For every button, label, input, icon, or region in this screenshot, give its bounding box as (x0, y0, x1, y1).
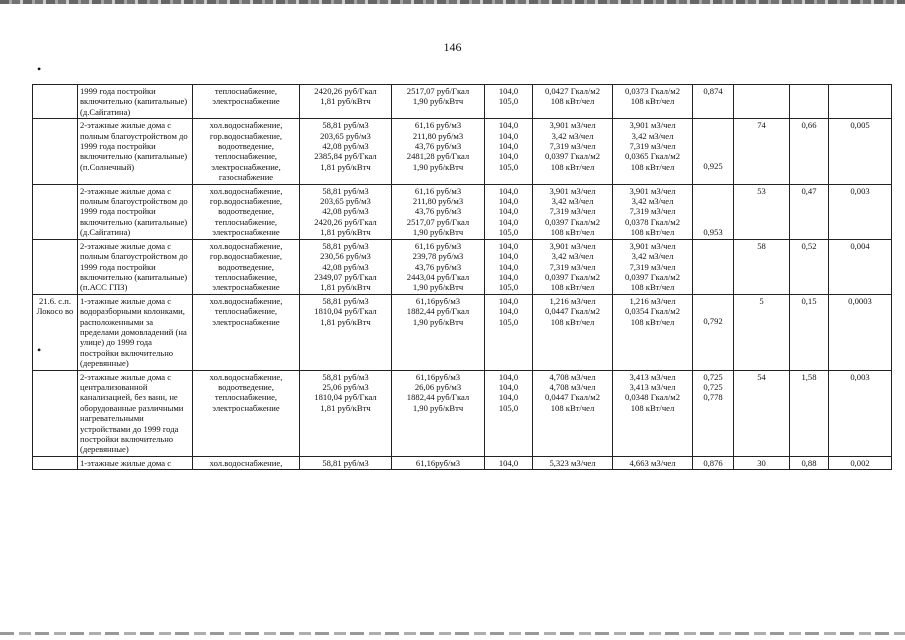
price2-line: 2517,07 руб/Гкал (406, 216, 470, 227)
e3-cell (829, 85, 892, 119)
services-cell (193, 456, 300, 469)
norm1-line: 4,708 м3/чел (549, 381, 596, 392)
coefficient-cell (693, 456, 734, 469)
table-row (33, 239, 892, 294)
price1-line: 203,65 руб/м3 (320, 130, 371, 141)
norm1-line: 1,216 м3/чел (549, 295, 596, 306)
price1-cell (300, 119, 392, 184)
table-row (33, 370, 892, 456)
price1-line: 1810,04 руб/Гкал (314, 306, 377, 317)
norm1-cell (533, 239, 613, 294)
norm2-cell (613, 85, 693, 119)
norm2-line: 0,0378 Гкал/м2 (624, 216, 681, 227)
price1-line: 2420,26 руб/Гкал (314, 86, 377, 96)
scan-dot: • (37, 343, 42, 357)
e1-cell (734, 184, 790, 239)
e1-cell (734, 85, 790, 119)
price2-line: 2481,28 руб/Гкал (406, 151, 470, 162)
services-line: газоснабжение (218, 172, 274, 183)
index-line: 104,0 (498, 251, 519, 262)
e1-value: 58 (757, 240, 766, 251)
e1-cell (734, 456, 790, 469)
price1-line: 42,08 руб/м3 (322, 141, 369, 152)
coefficient-cell (693, 85, 734, 119)
index-line: 104,0 (498, 381, 519, 392)
norm2-line: 108 кВт/чел (630, 282, 675, 293)
price2-line: 1882,44 руб/Гкал (406, 306, 470, 317)
norm1-line: 0,0447 Гкал/м2 (544, 306, 601, 317)
services-cell (193, 184, 300, 239)
row-number-cell (33, 184, 78, 239)
index-line: 104,0 (498, 457, 519, 468)
price2-line: 1,90 руб/кВтч (412, 161, 464, 172)
price1-line: 1,81 руб/кВтч (320, 227, 371, 238)
norm1-line: 7,319 м3/чел (549, 141, 596, 152)
price2-line: 1,90 руб/кВтч (412, 227, 464, 238)
coefficient: 0,876 (703, 457, 723, 468)
price1-line: 58,81 руб/м3 (322, 295, 369, 306)
e3-value: 0,003 (850, 185, 870, 196)
norm1-line: 0,0447 Гкал/м2 (544, 392, 601, 403)
coefficient: 0,874 (703, 86, 723, 96)
norm2-line: 3,901 м3/чел (629, 185, 676, 196)
row-number-cell (33, 85, 78, 119)
index-line: 104,0 (498, 130, 519, 141)
index-line: 104,0 (498, 141, 519, 152)
services-line: гор.водоснабжение, (209, 130, 283, 141)
price2-line: 61,16руб/м3 (415, 295, 461, 306)
norm1-cell (533, 85, 613, 119)
norm2-cell (613, 119, 693, 184)
coefficient: 0,725 0,725 0,778 (703, 371, 723, 403)
services-cell (193, 370, 300, 456)
index-line: 104,0 (498, 86, 519, 96)
price2-cell (392, 184, 485, 239)
services-line: электроснабжение (212, 96, 280, 107)
price1-line: 1810,04 руб/Гкал (314, 392, 377, 403)
index-line: 105,0 (498, 282, 519, 293)
index-line: 105,0 (498, 161, 519, 172)
index-line: 104,0 (498, 206, 519, 217)
index-line: 105,0 (498, 316, 519, 327)
services-line: хол.водоснабжение, (209, 185, 283, 196)
coefficient-spacer (695, 186, 731, 227)
coefficient-cell (693, 184, 734, 239)
services-line: электроснабжение (212, 402, 280, 413)
page-number: 146 (443, 40, 462, 54)
index-line: 104,0 (498, 261, 519, 272)
norm2-line: 108 кВт/чел (630, 402, 675, 413)
services-cell (193, 294, 300, 370)
index-line: 104,0 (498, 240, 519, 251)
index-cell (485, 184, 533, 239)
price2-line: 1,90 руб/кВтч (412, 282, 464, 293)
price1-line: 1,81 руб/кВтч (320, 282, 371, 293)
price2-cell (392, 119, 485, 184)
price2-line: 61,16 руб/м3 (414, 120, 462, 131)
index-line: 104,0 (498, 151, 519, 162)
services-line: водоотведение, (218, 381, 274, 392)
price1-cell (300, 294, 392, 370)
e1-value: 54 (757, 371, 766, 382)
index-cell (485, 239, 533, 294)
norm1-line: 0,0397 Гкал/м2 (544, 151, 601, 162)
price2-line: 61,16 руб/м3 (414, 185, 462, 196)
e3-cell (829, 184, 892, 239)
norm2-line: 108 кВт/чел (630, 161, 675, 172)
row-number-cell (33, 119, 78, 184)
index-line: 104,0 (498, 306, 519, 317)
norm1-line: 7,319 м3/чел (549, 261, 596, 272)
coefficient-cell (693, 294, 734, 370)
price2-line: 43,76 руб/м3 (414, 206, 462, 217)
services-cell (193, 119, 300, 184)
services-line: водоотведение, (218, 141, 274, 152)
norm2-cell (613, 370, 693, 456)
row-number: 21.6. с.п. Локосо во (36, 295, 74, 317)
price2-line: 211,80 руб/м3 (412, 130, 464, 141)
norm2-line: 3,901 м3/чел (629, 120, 676, 131)
norm1-line: 108 кВт/чел (550, 96, 595, 107)
index-line: 104,0 (498, 185, 519, 196)
row-number-cell (33, 294, 78, 370)
services-line: теплоснабжение, (214, 306, 278, 317)
price1-cell (300, 370, 392, 456)
price2-line: 43,76 руб/м3 (414, 261, 462, 272)
building-type-cell (78, 85, 193, 119)
price1-line: 1,81 руб/кВтч (320, 161, 371, 172)
price1-cell (300, 239, 392, 294)
table-row (33, 294, 892, 370)
table-row (33, 119, 892, 184)
price1-line: 42,08 руб/м3 (322, 261, 369, 272)
table-row (33, 456, 892, 469)
price2-line: 1882,44 руб/Гкал (406, 392, 470, 403)
building-type: 2-этажные жилые дома с централизованной канализацией, без ванн, не оборудованные различными нагревательными устройствами до 1999 года постройки включительно (деревянные) (80, 371, 184, 455)
norm1-cell (533, 119, 613, 184)
e2-value: 1,58 (801, 371, 817, 382)
index-line: 104,0 (498, 295, 519, 306)
price1-line: 58,81 руб/м3 (322, 185, 369, 196)
building-type-cell (78, 456, 193, 469)
coefficient-spacer (695, 296, 731, 316)
index-line: 104,0 (498, 392, 519, 403)
norm2-line: 0,0354 Гкал/м2 (624, 306, 681, 317)
price1-line: 2349,07 руб/Гкал (314, 271, 377, 282)
coefficient-cell (693, 370, 734, 456)
price1-line: 1,81 руб/кВтч (320, 402, 371, 413)
norm1-cell (533, 456, 613, 469)
building-type-cell (78, 184, 193, 239)
index-cell (485, 85, 533, 119)
e1-value: 74 (757, 120, 766, 131)
e3-cell (829, 119, 892, 184)
services-line: хол.водоснабжение, (209, 240, 283, 251)
e2-cell (790, 370, 829, 456)
services-line: гор.водоснабжение, (209, 251, 283, 262)
norm2-line: 4,663 м3/чел (629, 457, 676, 468)
price2-cell (392, 370, 485, 456)
e2-cell (790, 456, 829, 469)
index-cell (485, 294, 533, 370)
coefficient-cell (693, 239, 734, 294)
coefficient-cell (693, 119, 734, 184)
services-line: теплоснабжение, (214, 392, 278, 403)
e3-value: 0,004 (850, 240, 870, 251)
price2-cell (392, 85, 485, 119)
services-line: водоотведение, (218, 261, 274, 272)
price1-line: 58,81 руб/м3 (322, 240, 369, 251)
norm2-line: 3,42 м3/чел (631, 251, 674, 262)
building-type: 1-этажные жилые дома с (80, 457, 172, 468)
e3-cell (829, 456, 892, 469)
norm2-line: 3,413 м3/чел (629, 371, 676, 382)
services-cell (193, 239, 300, 294)
price2-line: 2517,07 руб/Гкал (406, 86, 470, 96)
norm2-line: 1,216 м3/чел (629, 295, 676, 306)
services-line: хол.водоснабжение, (209, 120, 283, 131)
norm2-cell (613, 184, 693, 239)
services-line: теплоснабжение, (214, 86, 278, 96)
price1-line: 230,56 руб/м3 (320, 251, 371, 262)
norm2-line: 7,319 м3/чел (629, 141, 676, 152)
norm2-line: 0,0373 Гкал/м2 (624, 86, 681, 96)
e1-cell (734, 370, 790, 456)
norm2-cell (613, 239, 693, 294)
norm1-line: 3,42 м3/чел (551, 251, 594, 262)
building-type-cell (78, 370, 193, 456)
norm2-line: 3,413 м3/чел (629, 381, 676, 392)
norm1-line: 3,42 м3/чел (551, 130, 594, 141)
price1-line: 58,81 руб/м3 (322, 457, 369, 468)
norm1-line: 0,0427 Гкал/м2 (544, 86, 601, 96)
e3-cell (829, 239, 892, 294)
price2-line: 61,16 руб/м3 (414, 240, 462, 251)
norm2-line: 3,42 м3/чел (631, 196, 674, 207)
e2-value: 0,88 (801, 457, 817, 468)
norm1-cell (533, 184, 613, 239)
norm1-line: 5,323 м3/чел (549, 457, 596, 468)
table-row (33, 85, 892, 119)
building-type: 2-этажные жилые дома с полным благоустройством до 1999 года постройки включительно (капитальные) (п.АСС ГПЗ) (80, 240, 188, 293)
e3-value: 0,003 (850, 371, 870, 382)
e2-cell (790, 184, 829, 239)
price2-cell (392, 239, 485, 294)
norm2-line: 108 кВт/чел (630, 227, 675, 238)
index-line: 105,0 (498, 402, 519, 413)
table-row (33, 184, 892, 239)
norm1-line: 4,708 м3/чел (549, 371, 596, 382)
norm2-line: 3,42 м3/чел (631, 130, 674, 141)
building-type: 1999 года постройки включительно (капитальные) (д.Сайгатина) (80, 86, 188, 117)
norm1-line: 0,0397 Гкал/м2 (544, 216, 601, 227)
services-line: хол.водоснабжение, (209, 457, 283, 468)
services-line: хол.водоснабжение, (209, 371, 283, 382)
price1-cell (300, 85, 392, 119)
norm1-line: 108 кВт/чел (550, 316, 595, 327)
norm1-line: 108 кВт/чел (550, 402, 595, 413)
e2-cell (790, 294, 829, 370)
scan-top-edge (0, 0, 905, 4)
services-line: теплоснабжение, (214, 151, 278, 162)
norm1-line: 108 кВт/чел (550, 161, 595, 172)
e1-cell (734, 119, 790, 184)
services-line: водоотведение, (218, 206, 274, 217)
price2-line: 26,06 руб/м3 (414, 381, 462, 392)
e3-cell (829, 294, 892, 370)
norm2-line: 0,0397 Гкал/м2 (624, 271, 681, 282)
e3-cell (829, 370, 892, 456)
norm2-line: 3,901 м3/чел (629, 240, 676, 251)
row-number-cell (33, 239, 78, 294)
norm1-line: 0,0397 Гкал/м2 (544, 271, 601, 282)
e2-cell (790, 119, 829, 184)
norm2-line: 108 кВт/чел (630, 316, 675, 327)
row-number-cell (33, 456, 78, 469)
index-line: 104,0 (498, 196, 519, 207)
e3-value: 0,0003 (848, 295, 872, 306)
e2-value: 0,15 (801, 295, 817, 306)
index-line: 104,0 (498, 216, 519, 227)
norm1-line: 3,901 м3/чел (549, 240, 596, 251)
price2-line: 61,16руб/м3 (415, 371, 461, 382)
norm2-cell (613, 294, 693, 370)
index-line: 104,0 (498, 120, 519, 131)
building-type-cell (78, 119, 193, 184)
price1-line: 42,08 руб/м3 (322, 206, 369, 217)
price1-line: 203,65 руб/м3 (320, 196, 371, 207)
e3-value: 0,005 (850, 120, 870, 131)
e2-value: 0,66 (801, 120, 817, 131)
e1-value: 5 (759, 295, 764, 306)
norm1-line: 7,319 м3/чел (549, 206, 596, 217)
price1-line: 1,81 руб/кВтч (320, 96, 371, 107)
building-type: 2-этажные жилые дома с полным благоустройством до 1999 года постройки включительно (капитальные) (п.Солнечный) (80, 120, 188, 172)
index-line: 105,0 (498, 96, 519, 107)
e2-cell (790, 239, 829, 294)
services-line: электроснабжение (212, 316, 280, 327)
services-line: электроснабжение, (211, 161, 281, 172)
price1-line: 2420,26 руб/Гкал (314, 216, 377, 227)
price2-cell (392, 294, 485, 370)
coefficient: 0,792 (703, 315, 723, 326)
scan-dot: • (37, 62, 42, 76)
price1-line: 2385,84 руб/Гкал (314, 151, 377, 162)
e3-value: 0,002 (850, 457, 870, 468)
services-line: хол.водоснабжение, (209, 295, 283, 306)
price1-cell (300, 456, 392, 469)
norm1-line: 108 кВт/чел (550, 227, 595, 238)
norm1-cell (533, 370, 613, 456)
price2-line: 1,90 руб/кВтч (412, 96, 464, 107)
building-type-cell (78, 239, 193, 294)
price2-line: 61,16руб/м3 (415, 457, 461, 468)
e2-value: 0,52 (801, 240, 817, 251)
index-line: 104,0 (498, 371, 519, 382)
coefficient-spacer (695, 120, 731, 161)
e1-cell (734, 294, 790, 370)
tariff-table (32, 84, 892, 470)
norm1-line: 3,901 м3/чел (549, 120, 596, 131)
e1-cell (734, 239, 790, 294)
norm1-line: 108 кВт/чел (550, 282, 595, 293)
index-line: 104,0 (498, 271, 519, 282)
norm2-line: 7,319 м3/чел (629, 206, 676, 217)
price2-line: 1,90 руб/кВтч (412, 316, 464, 327)
services-line: электроснабжение (212, 227, 280, 238)
coefficient: 0,925 (703, 161, 723, 172)
price2-line: 211,80 руб/м3 (412, 196, 464, 207)
price2-cell (392, 456, 485, 469)
scan-bottom-edge (0, 632, 905, 635)
index-cell (485, 370, 533, 456)
services-line: теплоснабжение, (214, 271, 278, 282)
price1-line: 58,81 руб/м3 (322, 371, 369, 382)
services-line: гор.водоснабжение, (209, 196, 283, 207)
row-number-cell (33, 370, 78, 456)
coefficient: 0,953 (703, 226, 723, 237)
norm2-cell (613, 456, 693, 469)
price1-cell (300, 184, 392, 239)
services-cell (193, 85, 300, 119)
building-type: 2-этажные жилые дома с полным благоустройством до 1999 года постройки включительно (капитальные) (д.Сайгатина) (80, 185, 188, 238)
services-line: теплоснабжение, (214, 216, 278, 227)
services-line: электроснабжение (212, 282, 280, 293)
norm1-line: 3,42 м3/чел (551, 196, 594, 207)
index-cell (485, 456, 533, 469)
price2-line: 2443,04 руб/Гкал (406, 271, 470, 282)
price2-line: 239,78 руб/м3 (412, 251, 464, 262)
norm2-line: 0,0365 Гкал/м2 (624, 151, 681, 162)
norm2-line: 7,319 м3/чел (629, 261, 676, 272)
price1-line: 58,81 руб/м3 (322, 120, 369, 131)
norm1-cell (533, 294, 613, 370)
e2-value: 0,47 (801, 185, 817, 196)
price2-line: 1,90 руб/кВтч (412, 402, 464, 413)
norm1-line: 3,901 м3/чел (549, 185, 596, 196)
building-type: 1-этажные жилые дома с водоразборными колонками, расположенными за пределами домовладений (на улице) до 1999 года постройки включительно (деревянные) (80, 295, 187, 369)
e2-cell (790, 85, 829, 119)
e1-value: 53 (757, 185, 766, 196)
norm2-line: 108 кВт/чел (630, 96, 675, 107)
e1-value: 30 (757, 457, 766, 468)
index-cell (485, 119, 533, 184)
price1-line: 1,81 руб/кВтч (320, 316, 371, 327)
price2-line: 43,76 руб/м3 (414, 141, 462, 152)
price1-line: 25,06 руб/м3 (322, 381, 369, 392)
index-line: 105,0 (498, 227, 519, 238)
building-type-cell (78, 294, 193, 370)
norm2-line: 0,0348 Гкал/м2 (624, 392, 681, 403)
